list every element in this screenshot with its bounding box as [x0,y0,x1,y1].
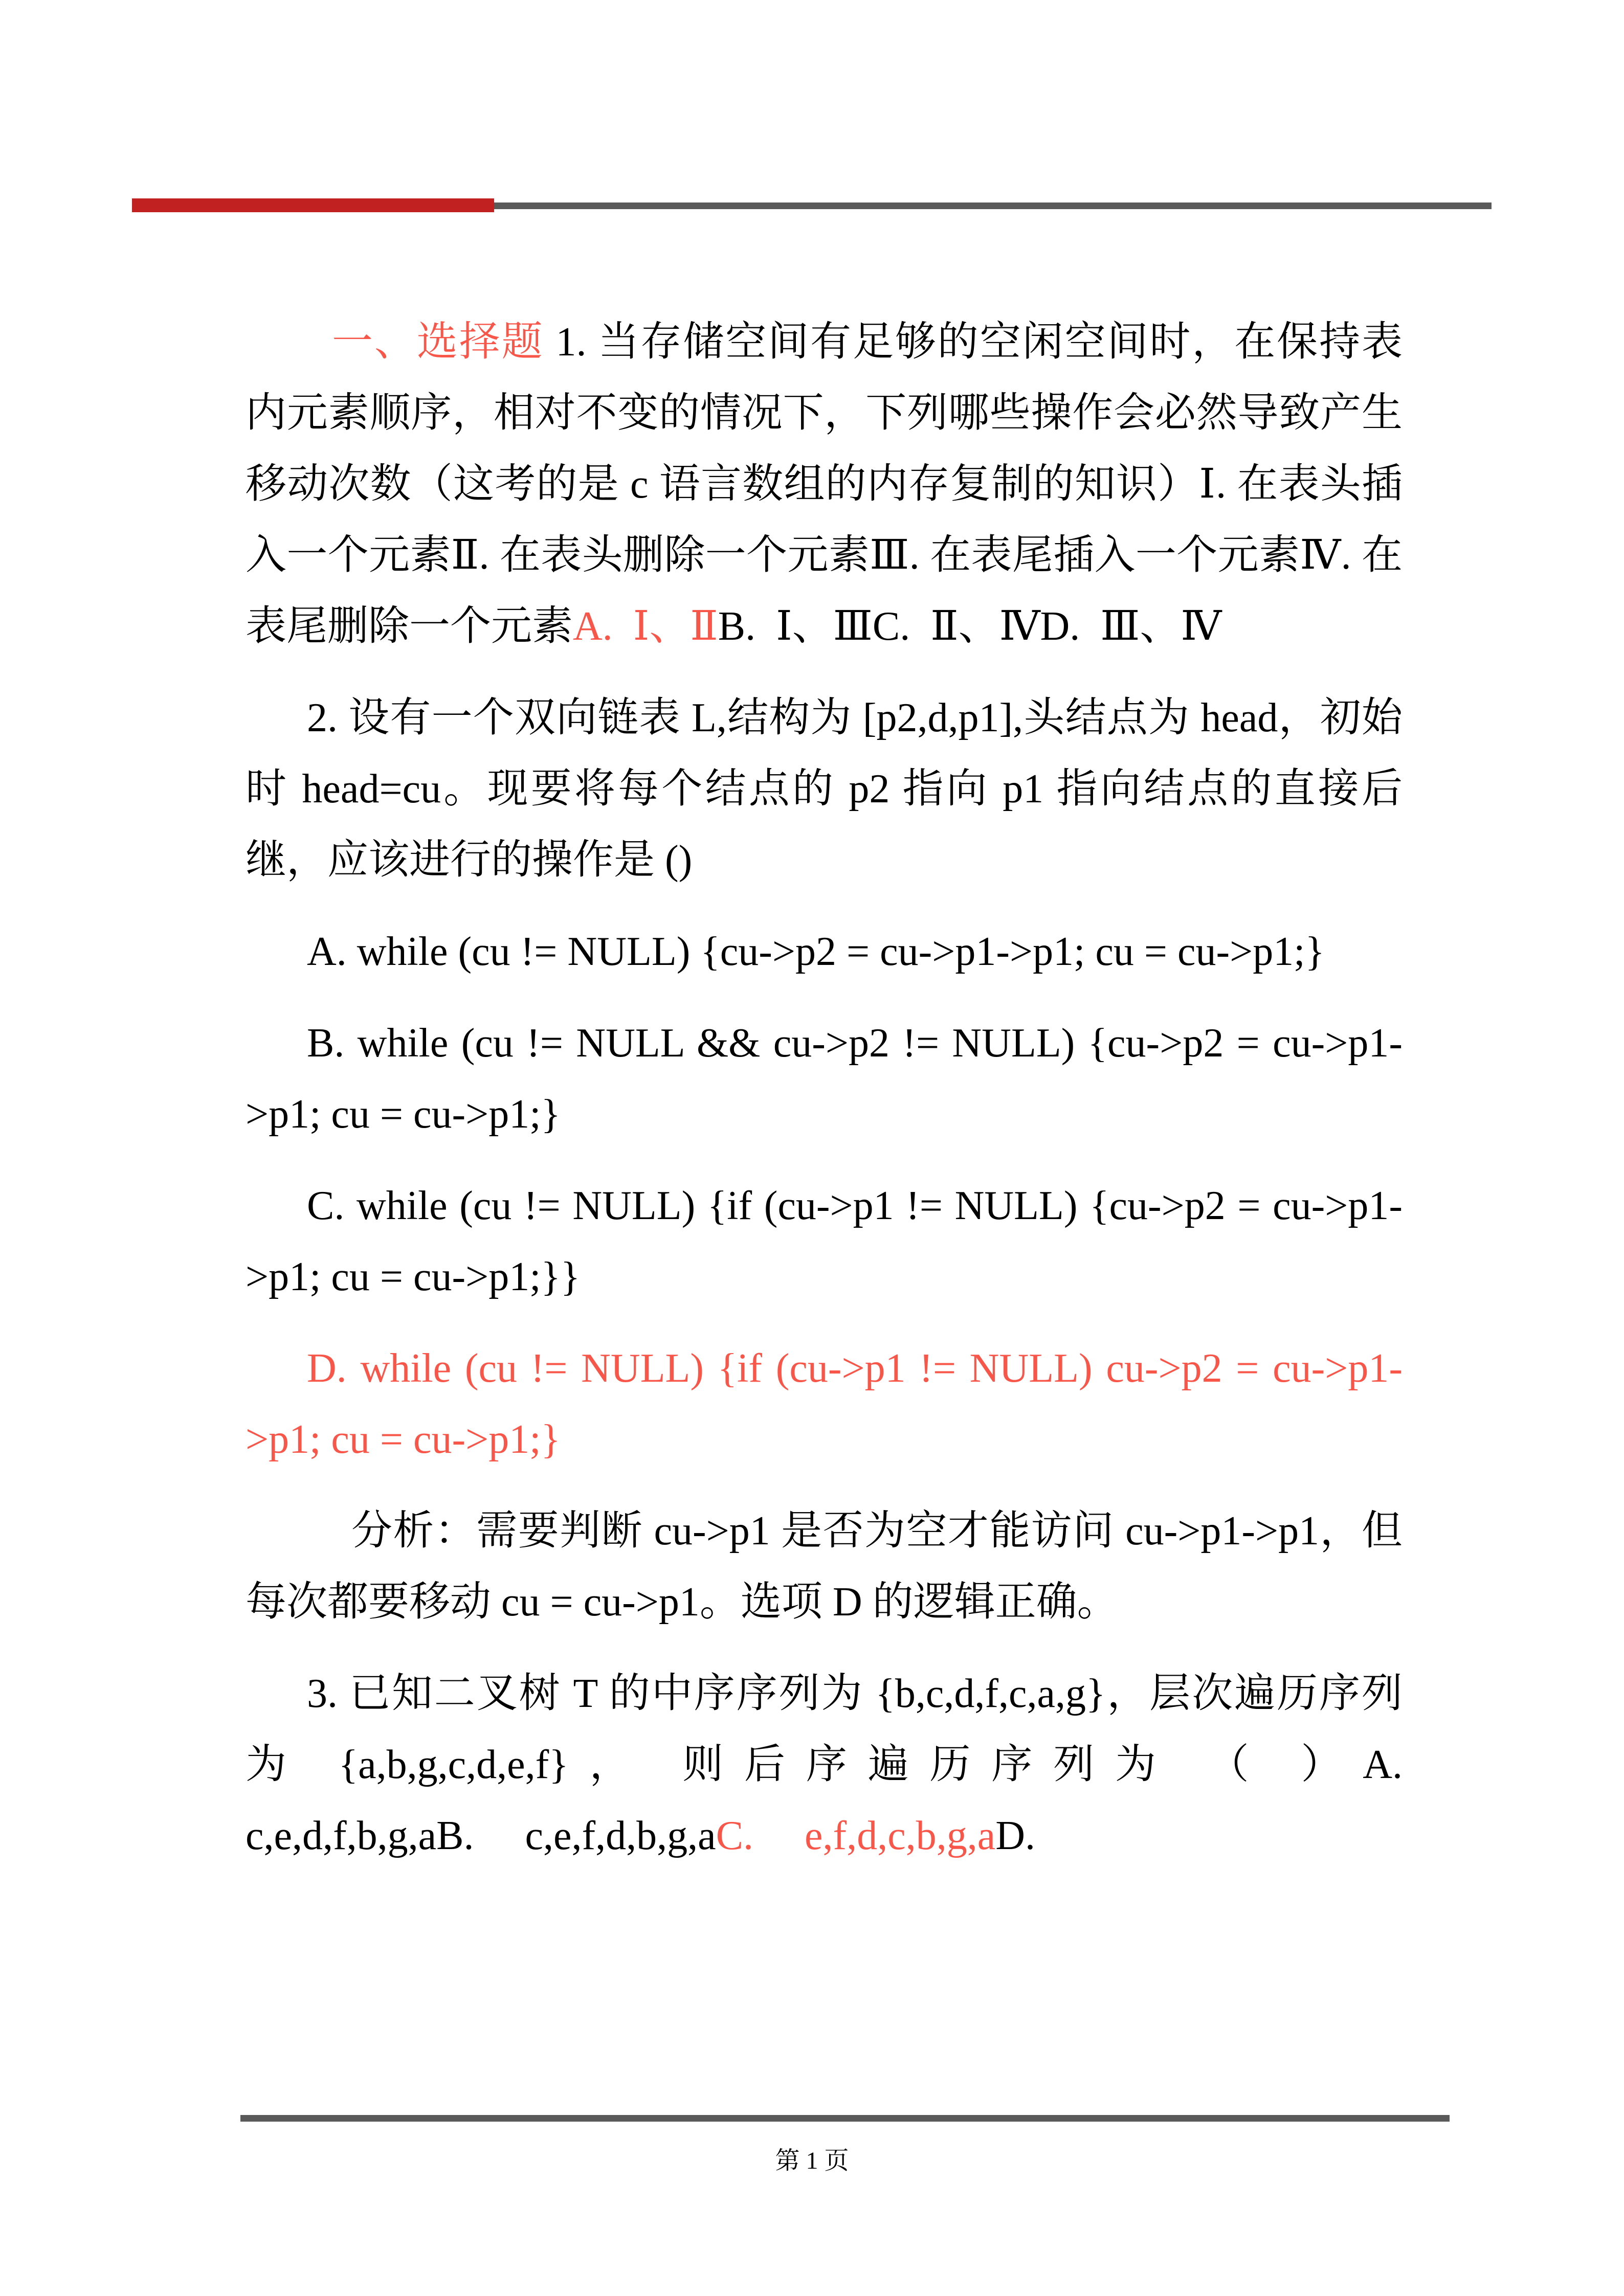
analysis-paragraph [246,1496,1403,1638]
header-red-bar [132,198,494,212]
question-2 [246,683,1403,896]
question-2-option-d [246,1333,1403,1475]
option-c-text: C. while (cu != NULL) {if (cu->p1 != NULL) {cu->p2 = cu->p1->p1; cu = cu->p1;}} [246,1183,1403,1299]
question-3 [246,1658,1403,1872]
option-d-text-answer-red: D. while (cu != NULL) {if (cu->p1 != NULL) cu->p2 = cu->p1->p1; cu = cu->p1;} [246,1346,1403,1462]
analysis-text: 分析：需要判断 cu->p1 是否为空才能访问 cu->p1->p1，但每次都要移动 cu = cu->p1。选项 D 的逻辑正确。 [246,1509,1403,1625]
question-3-answer-red: C. e,f,d,c,b,g,a [716,1813,996,1858]
option-b-text: B. while (cu != NULL && cu->p2 != NULL) {cu->p2 = cu->p1->p1; cu = cu->p1;} [246,1021,1403,1137]
section-heading: 一、选择题 [332,320,544,365]
page-number: 第 1 页 [775,2147,849,2174]
question-1 [246,307,1403,662]
question-1-answer-red: A. Ⅰ、Ⅱ [573,604,718,649]
question-3-option-d-label: D. [995,1813,1035,1858]
question-2-option-b [246,1008,1403,1150]
document-body [246,307,1403,1892]
question-2-option-a [246,916,1403,987]
header-rule [494,202,1492,209]
question-2-text: 2. 设有一个双向链表 L,结构为 [p2,d,p1],头结点为 head，初始时 head=cu。现要将每个结点的 p2 指向 p1 指向结点的直接后继，应该进行的操作是 () [246,695,1403,883]
question-3-text: 3. 已知二叉树 T 的中序序列为 {b,c,d,f,c,a,g}，层次遍历序列为 {a,b,g,c,d,e,f}， 则后序遍历序列为 （ ）A. c,e,d,f,b,g,aB. c,e,f,d,b,g,a [246,1671,1403,1858]
question-1-text: 1. 当存储空间有足够的空闲空间时，在保持表内元素顺序，相对不变的情况下，下列哪些操作会必然导致产生移动次数（这考的是 c 语言数组的内存复制的知识）Ⅰ. 在表头插入一个元素Ⅱ. 在表头删除一个元素Ⅲ. 在表尾插入一个元素Ⅳ. 在表尾删除一个元素 [246,320,1403,649]
footer-rule [240,2115,1450,2122]
question-1-options-rest: B. Ⅰ、ⅢC. Ⅱ、ⅣD. Ⅲ、Ⅳ [718,604,1222,649]
question-2-option-c [246,1170,1403,1313]
option-a-text: A. while (cu != NULL) {cu->p2 = cu->p1->p1; cu = cu->p1;} [307,929,1325,974]
